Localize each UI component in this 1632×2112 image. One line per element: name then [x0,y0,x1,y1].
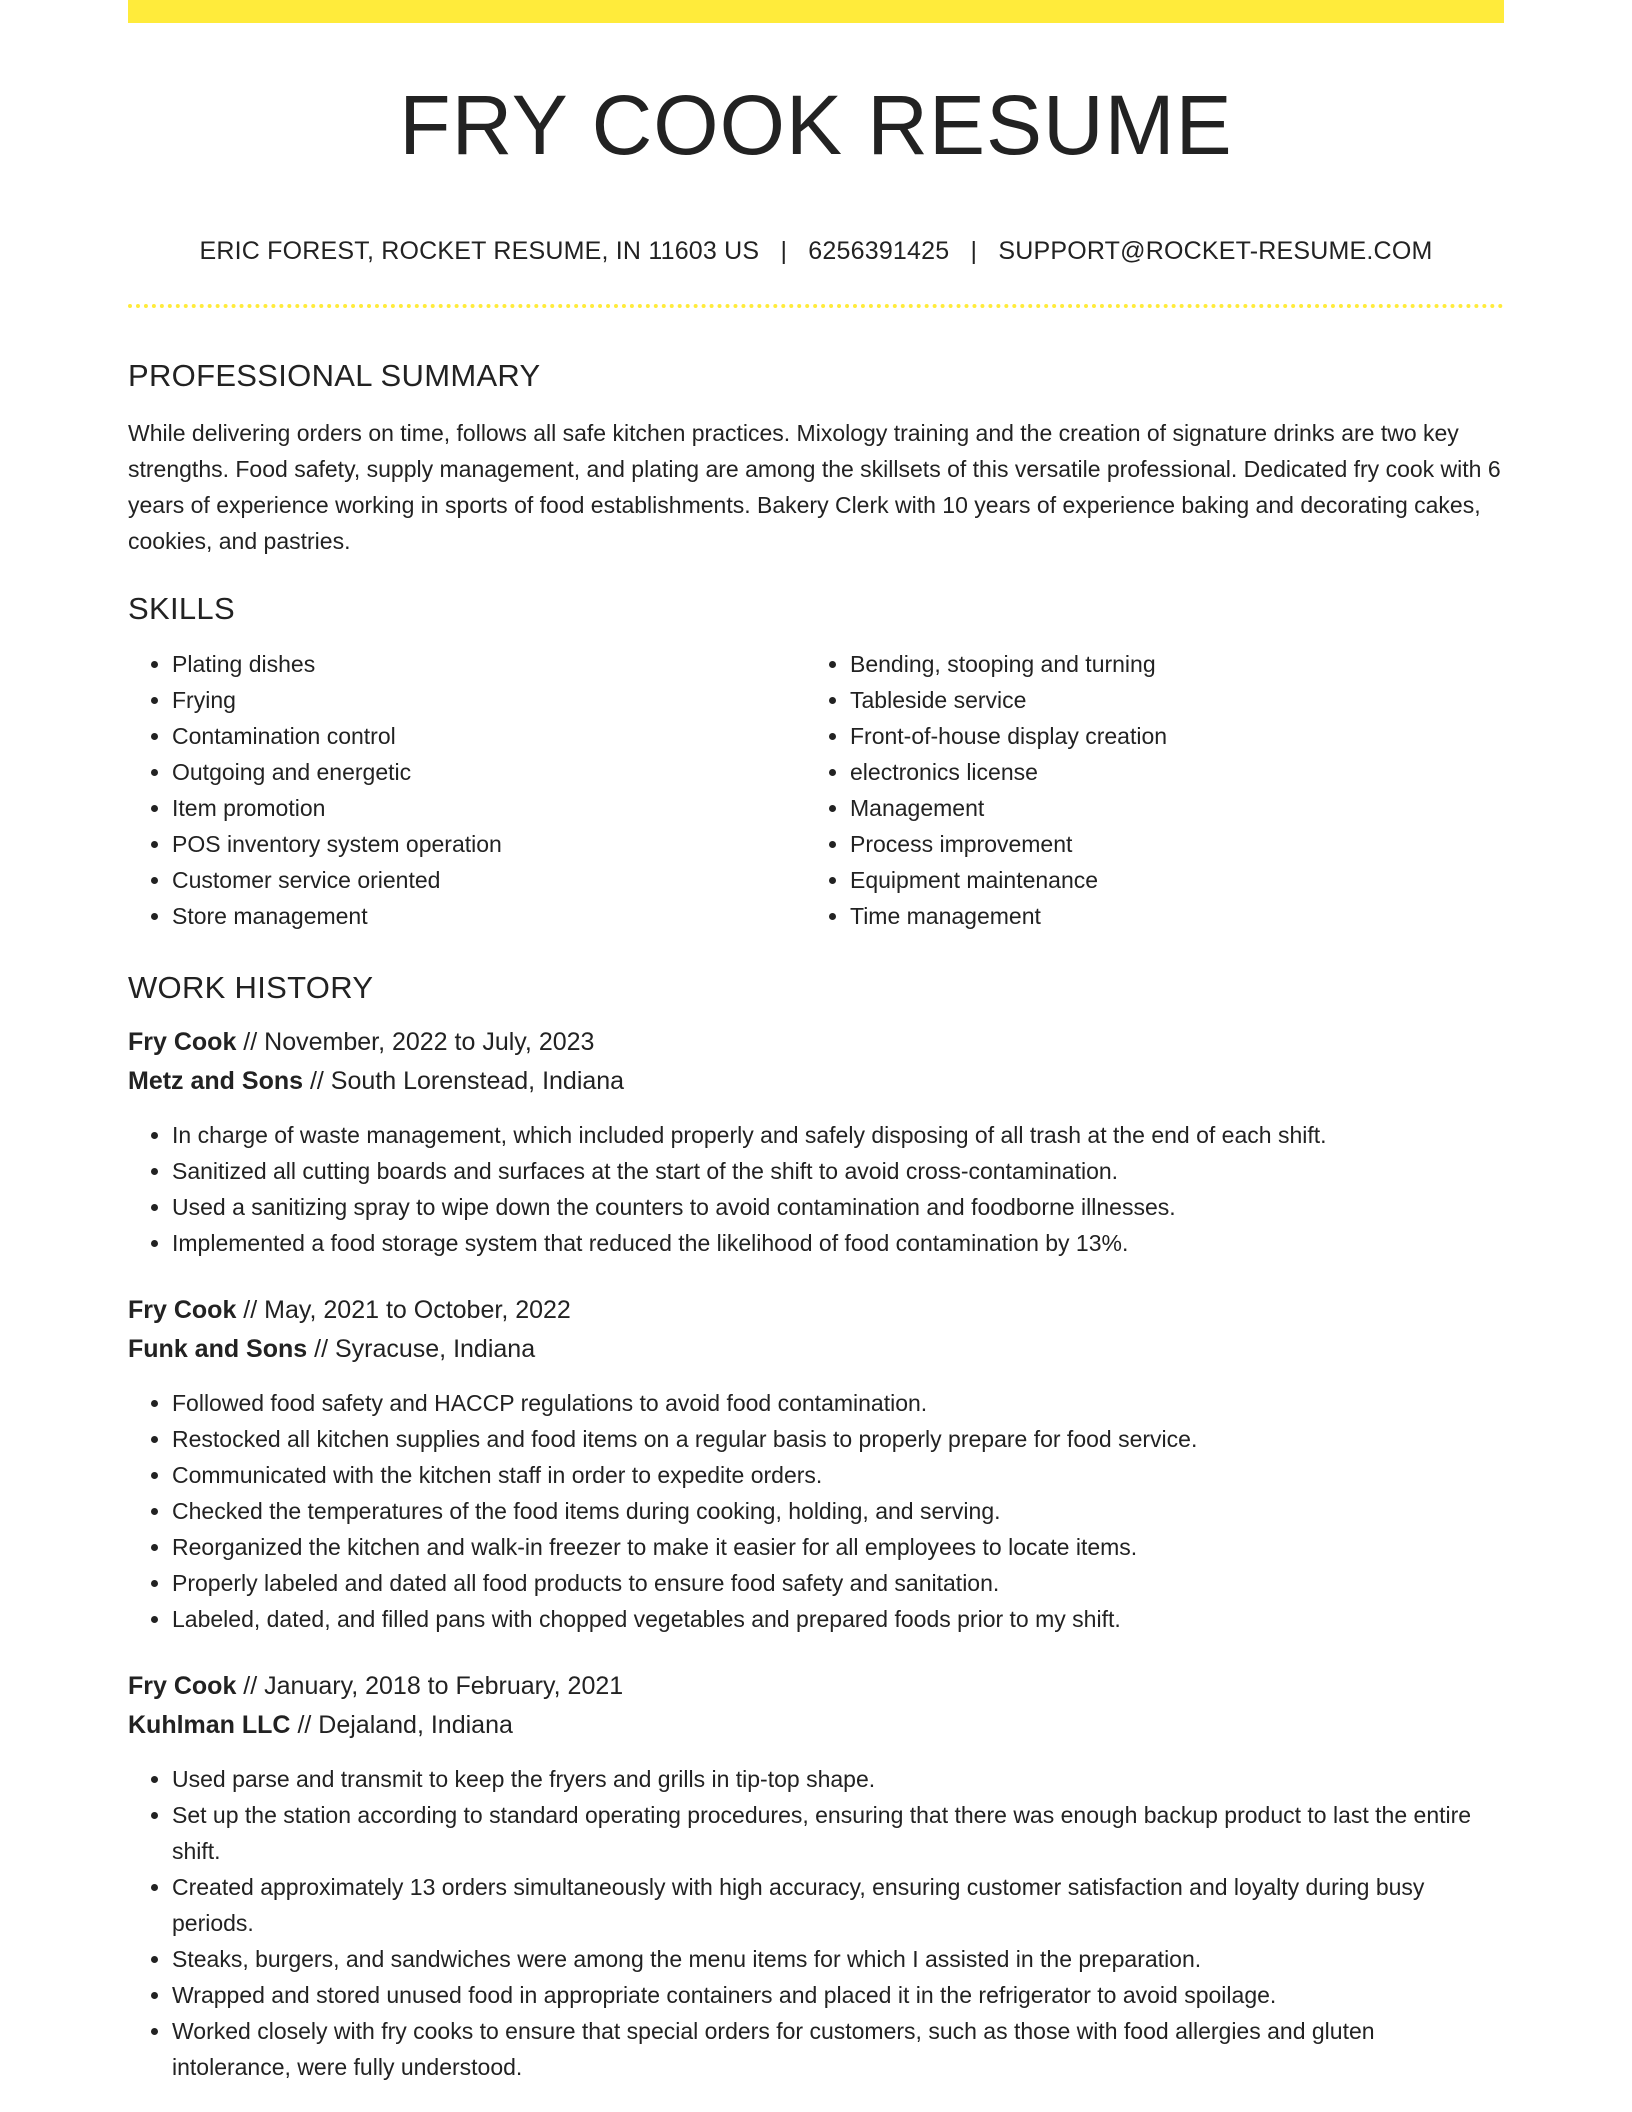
job-bullet: • Properly labeled and dated all food products to ensure food safety and sanitation. [172,1565,1504,1601]
skills-column-right [806,646,1484,934]
contact-separator: | [970,237,978,265]
job-bullets [128,1117,1504,1261]
skill-item: • Equipment maintenance [850,862,1484,898]
skill-item: • Frying [172,682,806,718]
skill-item: • Item promotion [172,790,806,826]
skill-item: • Store management [172,898,806,934]
skill-item: • Tableside service [850,682,1484,718]
job-title: Fry Cook [128,1028,237,1056]
job-title: Fry Cook [128,1296,237,1324]
job-bullet: • Labeled, dated, and filled pans with chopped vegetables and prepared foods prior to my shift. [172,1601,1504,1637]
contact-separator: | [780,237,788,265]
skill-item: • Contamination control [172,718,806,754]
job-bullet: • Created approximately 13 orders simultaneously with high accuracy, ensuring customer satisfaction and loyalty during busy periods. [172,1869,1504,1941]
skill-item: • POS inventory system operation [172,826,806,862]
job-company-line [128,1330,1504,1369]
accent-bar [128,0,1504,23]
summary-text: While delivering orders on time, follows all safe kitchen practices. Mixology training and the creation of signature drinks are two key strengths. Food safety, supply management, and plating are among the skillsets of this versatile professional. Dedicated fry cook with 6 years of experience working in sports of food establishments. Bakery Clerk with 10 years of experience baking and decorating cakes, cookies, and pastries. [128,420,1501,554]
job-bullet: • Worked closely with fry cooks to ensure that special orders for customers, such as those with food allergies and gluten intolerance, were fully understood. [172,2013,1504,2085]
job-dates: // January, 2018 to February, 2021 [236,1672,624,1700]
job-title-line [128,1667,1504,1706]
job-company: Funk and Sons [128,1335,308,1363]
job-bullet: • Implemented a food storage system that reduced the likelihood of food contamination by 13%. [172,1225,1504,1261]
skill-item: • Outgoing and energetic [172,754,806,790]
skill-item: • Management [850,790,1484,826]
job-entry [128,1023,1504,1261]
job-bullet: • Sanitized all cutting boards and surfaces at the start of the shift to avoid cross-contamination. [172,1153,1504,1189]
skill-item: • Bending, stooping and turning [850,646,1484,682]
skill-item: • Time management [850,898,1484,934]
job-entry [128,1667,1504,2085]
skills-heading: SKILLS [128,591,235,626]
skill-item: • electronics license [850,754,1484,790]
contact-phone: 6256391425 [808,237,950,265]
job-dates: // May, 2021 to October, 2022 [236,1296,571,1324]
dotted-divider [128,304,1504,308]
job-bullets [128,1761,1504,2085]
skill-item: • Process improvement [850,826,1484,862]
job-company-line [128,1706,1504,1745]
skills-column-left [128,646,806,934]
job-bullet: • Set up the station according to standard operating procedures, ensuring that there was enough backup product to last the entire shift. [172,1797,1504,1869]
contact-line [128,239,1504,264]
resume-page [128,0,1504,2085]
job-bullet: • Used a sanitizing spray to wipe down the counters to avoid contamination and foodborne illnesses. [172,1189,1504,1225]
job-bullet: • Wrapped and stored unused food in appropriate containers and placed it in the refrigerator to avoid spoilage. [172,1977,1504,2013]
contact-email: SUPPORT@ROCKET-RESUME.COM [998,237,1433,265]
job-bullets [128,1385,1504,1637]
job-title-line [128,1291,1504,1330]
summary-heading: PROFESSIONAL SUMMARY [128,358,541,393]
skill-item: • Front-of-house display creation [850,718,1484,754]
job-bullet: • Followed food safety and HACCP regulations to avoid food contamination. [172,1385,1504,1421]
job-bullet: • Restocked all kitchen supplies and food items on a regular basis to properly prepare for food service. [172,1421,1504,1457]
page-title: FRY COOK RESUME [399,78,1233,172]
job-bullet: • In charge of waste management, which included properly and safely disposing of all trash at the end of each shift. [172,1117,1504,1153]
contact-address: ERIC FOREST, ROCKET RESUME, IN 11603 US [199,237,760,265]
job-company: Metz and Sons [128,1067,304,1095]
job-title: Fry Cook [128,1672,237,1700]
job-location: // South Lorenstead, Indiana [303,1067,625,1095]
skill-item: • Plating dishes [172,646,806,682]
skills-list [128,646,1504,934]
job-entry [128,1291,1504,1637]
skill-item: • Customer service oriented [172,862,806,898]
job-bullet: • Checked the temperatures of the food items during cooking, holding, and serving. [172,1493,1504,1529]
job-location: // Syracuse, Indiana [307,1335,536,1363]
job-title-line [128,1023,1504,1062]
job-company-line [128,1062,1504,1101]
job-bullet: • Communicated with the kitchen staff in order to expedite orders. [172,1457,1504,1493]
job-bullet: • Reorganized the kitchen and walk-in freezer to make it easier for all employees to locate items. [172,1529,1504,1565]
job-location: // Dejaland, Indiana [290,1711,513,1739]
job-bullet: • Steaks, burgers, and sandwiches were among the menu items for which I assisted in the preparation. [172,1941,1504,1977]
job-company: Kuhlman LLC [128,1711,291,1739]
work-history-heading: WORK HISTORY [128,970,374,1005]
job-dates: // November, 2022 to July, 2023 [236,1028,595,1056]
job-bullet: • Used parse and transmit to keep the fryers and grills in tip-top shape. [172,1761,1504,1797]
